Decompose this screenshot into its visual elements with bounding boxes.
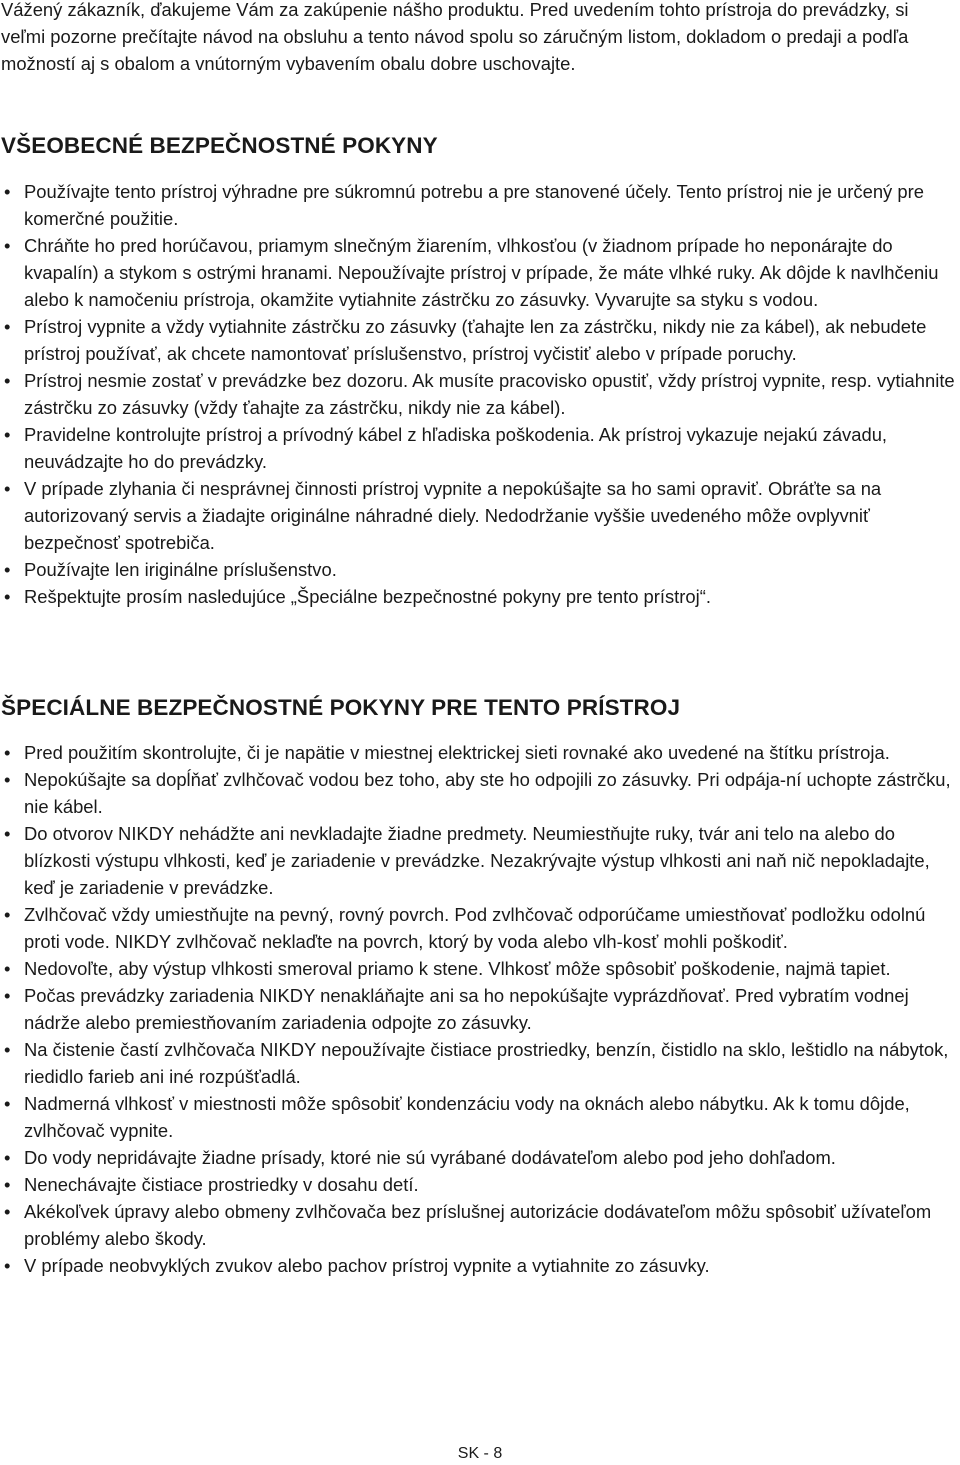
bullet-icon: •: [4, 559, 11, 580]
list-item: • V prípade neobvyklých zvukov alebo pachov prístroj vypnite a vytiahnite zo zásuvky.: [1, 1252, 956, 1279]
list-item: • Chráňte ho pred horúčavou, priamym slnečným žiarením, vlhkosťou (v žiadnom prípade ho neponárajte do kvapalín) a stykom s ostrými hranami. Nepoužívajte prístroj v prípade, že máte vlhké ruky. Ak dôjde k navlhčeniu alebo k namočeniu prístroja, okamžite vytiahnite zástrčku zo zásuvky. Vyvarujte sa styku s vodou.: [1, 232, 956, 313]
list-item: • Prístroj nesmie zostať v prevádzke bez dozoru. Ak musíte pracovisko opustiť, vždy prístroj vypnite, resp. vytiahnite zástrčku zo zásuvky (vždy ťahajte za zástrčku, nikdy nie za kábel).: [1, 367, 956, 421]
bullet-icon: •: [4, 1093, 11, 1114]
list-item: • Nadmerná vlhkosť v miestnosti môže spôsobiť kondenzáciu vody na oknách alebo nábytku. Ak k tomu dôjde, zvlhčovač vypnite.: [1, 1090, 956, 1144]
list-item: • Do vody nepridávajte žiadne prísady, ktoré nie sú vyrábané dodávateľom alebo pod jeho dohľadom.: [1, 1144, 956, 1171]
bullet-icon: •: [4, 904, 11, 925]
bullet-icon: •: [4, 235, 11, 256]
bullet-icon: •: [4, 424, 11, 445]
list-item: • Akékoľvek úpravy alebo obmeny zvlhčovača bez príslušnej autorizácie dodávateľom môžu spôsobiť užívateľom problémy alebo škody.: [1, 1198, 956, 1252]
bullet-icon: •: [4, 181, 11, 202]
list-item: • Pred použitím skontrolujte, či je napätie v miestnej elektrickej sieti rovnaké ako uvedené na štítku prístroja.: [1, 739, 956, 766]
list-item: • Prístroj vypnite a vždy vytiahnite zástrčku zo zásuvky (ťahajte len za zástrčku, nikdy nie za kábel), ak nebudete prístroj používať, ak chcete namontovať príslušenstvo, prístroj vyčistiť alebo v prípade poruchy.: [1, 313, 956, 367]
list-item: • Nenechávajte čistiace prostriedky v dosahu detí.: [1, 1171, 956, 1198]
list-item: • Zvlhčovač vždy umiestňujte na pevný, rovný povrch. Pod zvlhčovač odporúčame umiestňovať podložku odolnú proti vode. NIKDY zvlhčovač neklaďte na povrch, ktorý by voda alebo vlh-kosť mohli poškodiť.: [1, 901, 956, 955]
list-item: • Rešpektujte prosím nasledujúce „Špeciálne bezpečnostné pokyny pre tento prístroj“.: [1, 583, 956, 610]
list-item: • Počas prevádzky zariadenia NIKDY nenakláňajte ani sa ho nepokúšajte vyprázdňovať. Pred vybratím vodnej nádrže alebo premiestňovaním zariadenia odpojte zo zásuvky.: [1, 982, 956, 1036]
list-item: • Na čistenie častí zvlhčovača NIKDY nepoužívajte čistiace prostriedky, benzín, čistidlo na sklo, leštidlo na nábytok, riedidlo farieb ani iné rozpúšťadlá.: [1, 1036, 956, 1090]
bullet-icon: •: [4, 769, 11, 790]
bullet-icon: •: [4, 1201, 11, 1222]
bullet-icon: •: [4, 370, 11, 391]
bullet-icon: •: [4, 1039, 11, 1060]
special-safety-list: [1, 739, 956, 1279]
list-item: • Nedovoľte, aby výstup vlhkosti smeroval priamo k stene. Vlhkosť môže spôsobiť poškodenie, najmä tapiet.: [1, 955, 956, 982]
special-safety-heading: ŠPECIÁLNE BEZPEČNOSTNÉ POKYNY PRE TENTO PRÍSTROJ: [1, 695, 681, 720]
list-item: • Nepokúšajte sa dopĺňať zvlhčovač vodou bez toho, aby ste ho odpojili zo zásuvky. Pri odpája-ní uchopte zástrčku, nie kábel.: [1, 766, 956, 820]
bullet-icon: •: [4, 742, 11, 763]
page-number: SK - 8: [457, 1445, 503, 1462]
general-safety-heading: VŠEOBECNÉ BEZPEČNOSTNÉ POKYNY: [1, 133, 438, 158]
list-item: • Do otvorov NIKDY nehádžte ani nevkladajte žiadne predmety. Neumiestňujte ruky, tvár ani telo na alebo do blízkosti výstupu vlhkosti, keď je zariadenie v prevádzke. Nezakrývajte výstup vlhkosti ani naň nič nepokladajte, keď je zariadenie v prevádzke.: [1, 820, 956, 901]
bullet-icon: •: [4, 478, 11, 499]
bullet-icon: •: [4, 1174, 11, 1195]
bullet-icon: •: [4, 1147, 11, 1168]
list-item: • Používajte len iriginálne príslušenstvo.: [1, 556, 956, 583]
general-safety-list: [1, 178, 956, 610]
list-item: • V prípade zlyhania či nesprávnej činnosti prístroj vypnite a nepokúšajte sa ho sami opraviť. Obráťte sa na autorizovaný servis a žiadajte originálne náhradné diely. Nedodržanie vyššie uvedeného môže ovplyvniť bezpečnosť spotrebiča.: [1, 475, 956, 556]
bullet-icon: •: [4, 1255, 11, 1276]
bullet-icon: •: [4, 586, 11, 607]
bullet-icon: •: [4, 985, 11, 1006]
list-item: • Pravidelne kontrolujte prístroj a prívodný kábel z hľadiska poškodenia. Ak prístroj vykazuje nejakú závadu, neuvádzajte ho do prevádzky.: [1, 421, 956, 475]
list-item: • Používajte tento prístroj výhradne pre súkromnú potrebu a pre stanovené účely. Tento prístroj nie je určený pre komerčné použitie.: [1, 178, 956, 232]
intro-paragraph: Vážený zákazník, ďakujeme Vám za zakúpenie nášho produktu. Pred uvedením tohto prístroja do prevádzky, si veľmi pozorne prečítajte návod na obsluhu a tento návod spolu so záručným listom, dokladom o predaji a podľa možností aj s obalom a vnútorným vybavením obalu dobre uschovajte.: [1, 0, 909, 74]
bullet-icon: •: [4, 316, 11, 337]
bullet-icon: •: [4, 823, 11, 844]
bullet-icon: •: [4, 958, 11, 979]
